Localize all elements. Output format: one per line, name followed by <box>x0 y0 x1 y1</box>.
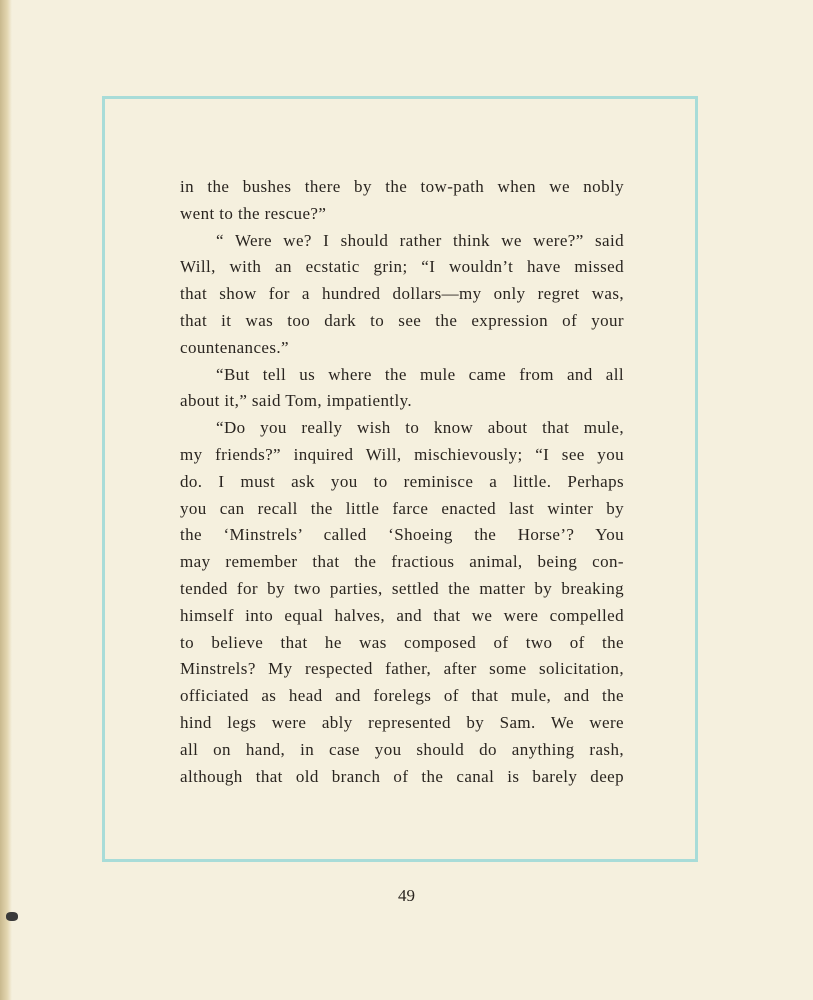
body-text <box>180 174 624 790</box>
ink-blot <box>6 912 18 921</box>
text-line: Minstrels? My respected father, after some solicitation, <box>180 659 624 679</box>
text-line: about it,” said Tom, impatiently. <box>180 391 413 411</box>
text-line: hind legs were ably represented by Sam. We were <box>180 712 624 732</box>
text-line: in the bushes there by the tow-path when we nobly <box>180 177 624 196</box>
page-number: 49 <box>398 886 415 905</box>
text-line: himself into equal halves, and that we were compelled <box>180 605 624 625</box>
text-line: “But tell us where the mule came from and all <box>216 364 624 384</box>
text-line: all on hand, in case you should do anything rash, <box>180 739 624 759</box>
text-line: went to the rescue?” <box>180 203 327 223</box>
text-line: “ Were we? I should rather think we were?” said <box>216 230 624 250</box>
binding-edge <box>0 0 12 1000</box>
text-line: my friends?” inquired Will, mischievously; “I see you <box>180 444 624 464</box>
text-line: countenances.” <box>180 337 289 357</box>
text-line: the ‘Minstrels’ called ‘Shoeing the Horse’? You <box>180 525 624 545</box>
text-line: may remember that the fractious animal, being con- <box>180 552 624 572</box>
text-line: officiated as head and forelegs of that mule, and the <box>180 686 624 706</box>
text-line: tended for by two parties, settled the matter by breaking <box>180 578 624 598</box>
text-line: that it was too dark to see the expression of your <box>180 310 624 330</box>
text-line: to believe that he was composed of two of the <box>180 632 624 652</box>
text-line: Will, with an ecstatic grin; “I wouldn’t have missed <box>180 257 624 277</box>
text-line: “Do you really wish to know about that mule, <box>216 418 624 438</box>
text-line: although that old branch of the canal is barely deep <box>180 766 624 786</box>
text-line: you can recall the little farce enacted last winter by <box>180 498 624 518</box>
text-line: do. I must ask you to reminisce a little. Perhaps <box>180 471 624 491</box>
text-line: that show for a hundred dollars—my only regret was, <box>180 284 624 304</box>
